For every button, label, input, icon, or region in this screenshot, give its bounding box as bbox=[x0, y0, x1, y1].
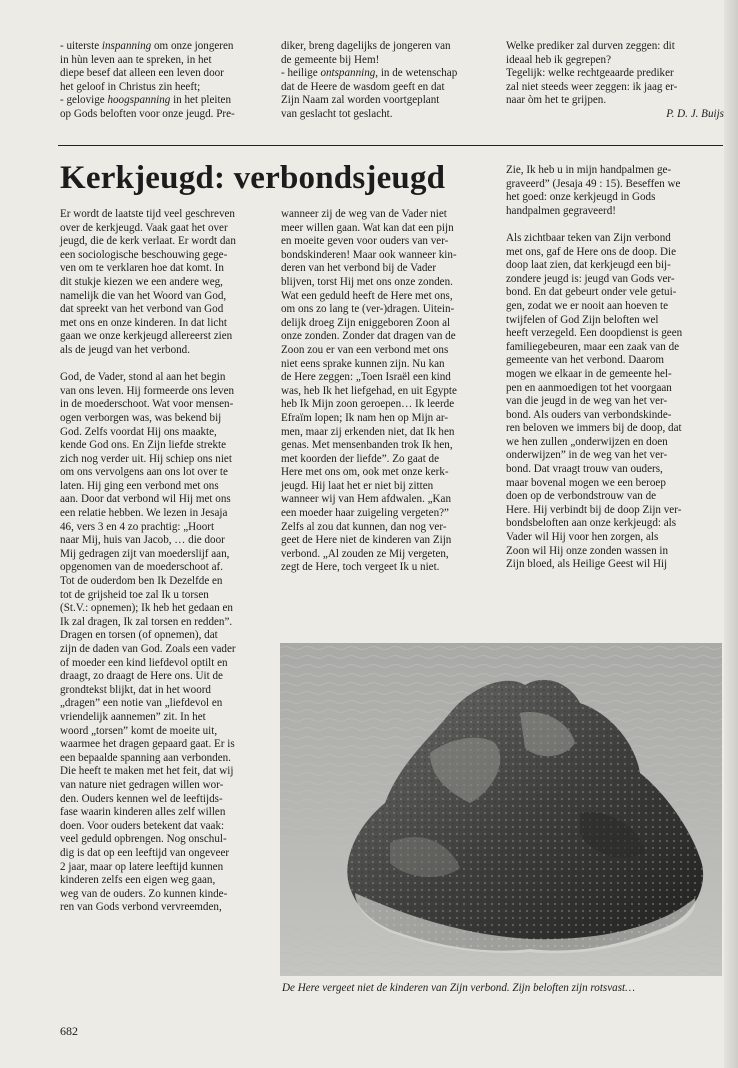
text-line: genas. Met mensenbanden trok Ik hen, bbox=[281, 439, 453, 452]
article-paragraph bbox=[506, 232, 724, 572]
text-line: dat de Heere de wasdom geeft en dat bbox=[281, 80, 445, 93]
text-line: Zijn Naam zal worden voortgeplant bbox=[281, 94, 440, 107]
text-line: dat spreekt van het verbond van God bbox=[60, 303, 224, 316]
text-line: den. Ouders kennen wel de leeftijds- bbox=[60, 792, 223, 805]
article-column-2 bbox=[281, 208, 495, 575]
text-line: Here. Hij verbindt bij de doop Zijn ver- bbox=[506, 503, 682, 516]
text-line: met ons, gaf de Here ons de doop. Die bbox=[506, 245, 677, 258]
text-line: een sociologische beschouwing gege- bbox=[60, 248, 228, 261]
text-line: (St.V.: opnemen); Ik heb het gedaan en bbox=[60, 602, 233, 615]
text-line: Wat een geduld heeft de Here met ons, bbox=[281, 289, 453, 302]
text-line: van geslacht tot geslacht. bbox=[281, 107, 393, 120]
text-line: om ons zo lang te (ver-)dragen. Uitein- bbox=[281, 303, 455, 316]
text-line: van die jeugd in de weg van het ver- bbox=[506, 395, 668, 408]
text-line: Here met ons om, ook met onze kerk- bbox=[281, 466, 449, 479]
author-signature: P. D. J. Buijs bbox=[666, 107, 724, 120]
text-line: jeugd. Hij laat het er niet bij zitten bbox=[281, 479, 434, 492]
text-line: Zoon wil Hij onze zonden wassen in bbox=[506, 544, 669, 557]
text-line: familiegebeuren, maar een zaak van de bbox=[506, 340, 680, 353]
text-line: zijn de daden van God. Zoals een vader bbox=[60, 643, 236, 655]
text-line: Mij gedragen zijt van moederslijf aan, bbox=[60, 547, 230, 560]
text-line: dig is dat op een leeftijd van ongeveer bbox=[60, 846, 230, 859]
rock-in-sea-photo bbox=[280, 643, 722, 976]
text-line: van ons leven. Hij formeerde ons leven bbox=[60, 384, 235, 397]
text-line: Tot de ouderdom ben Ik Dezelfde en bbox=[60, 575, 223, 588]
text-line: vriendelijk aannemen” zit. In het bbox=[60, 710, 206, 723]
text-line: pen en aanmoedigen tot het voorgaan bbox=[506, 381, 672, 394]
text-line: 46, vers 3 en 4 zo prachtig: „Hoort bbox=[60, 520, 215, 533]
text-line: zich nog verder uit. Hij schiep ons niet bbox=[60, 452, 232, 465]
text-line: bondskinderen! Maar ook wanneer kin- bbox=[281, 248, 457, 261]
text-line: diepe besef dat alleen een leven door bbox=[60, 67, 224, 80]
text-line: waarmee het dragen gepaard gaat. Er is bbox=[60, 738, 235, 751]
text-line: een bepaalde spanning aan verbonden. bbox=[60, 751, 231, 764]
text-line: graveerd” (Jesaja 49 : 15). Beseffen we bbox=[506, 177, 681, 190]
text-line: bond. Dat vraagt trouw van ouders, bbox=[506, 463, 663, 476]
article-paragraph bbox=[60, 208, 272, 358]
article-title: Kerkjeugd: verbondsjeugd bbox=[60, 160, 446, 196]
text-line: Welke prediker zal durven zeggen: dit bbox=[506, 40, 675, 52]
text-line: zondere jeugd is: jeugd van Gods ver- bbox=[506, 272, 675, 285]
text-line: ren beloven we immers bij de doop, dat bbox=[506, 422, 682, 435]
text-line: bond. Als ouders van verbondskinde- bbox=[506, 408, 672, 421]
page-spine-shadow bbox=[724, 0, 738, 1068]
top-column-1 bbox=[60, 40, 272, 122]
text-line: Er wordt de laatste tijd veel geschreven bbox=[60, 208, 235, 220]
text-line: Zoon zou er van een verbond met ons bbox=[281, 343, 449, 356]
text-line: we hen zullen „onderwijzen en doen bbox=[506, 435, 668, 448]
text-line: over de kerkjeugd. Vaak gaat het over bbox=[60, 221, 228, 234]
article-column-3 bbox=[506, 164, 724, 572]
top-column-3 bbox=[506, 40, 724, 122]
text-line: mogen we elkaar in de gemeente hel- bbox=[506, 367, 672, 380]
text-line: Die heeft te maken met het feit, dat wij bbox=[60, 765, 234, 778]
text-line: een relatie hebben. We lezen in Jesaja bbox=[60, 507, 228, 520]
text-line: kinderen zelfs een eigen weg gaan, bbox=[60, 874, 216, 887]
text-line: in hùn leven aan te spreken, in het bbox=[60, 53, 212, 66]
text-line: verbond. „Al zouden ze Mij vergeten, bbox=[281, 547, 449, 560]
text-line: bondsbeloften aan onze kerkjeugd: als bbox=[506, 517, 677, 530]
text-line: 2 jaar, maar op latere leeftijd kunnen bbox=[60, 860, 224, 873]
article-column-1 bbox=[60, 208, 272, 915]
text-line: doop laat zien, dat kerkjeugd een bij- bbox=[506, 259, 671, 272]
text-line: het geloof in Christus zin heeft; bbox=[60, 80, 201, 93]
text-line: gemeente van het verbond. Daarom bbox=[506, 354, 665, 367]
text-line: „dragen” een notie van „liefdevol en bbox=[60, 697, 223, 710]
text-line: dit stukje kiezen we een andere weg, bbox=[60, 275, 223, 288]
text-line: namelijk die van het Woord van God, bbox=[60, 289, 227, 302]
text-line: blijven, torst Hij met ons onze zonden. bbox=[281, 275, 453, 288]
text-line: de gemeente bij Hem! bbox=[281, 53, 380, 66]
text-line: Zie, Ik heb u in mijn handpalmen ge- bbox=[506, 164, 672, 176]
text-line: Efraïm lopen; Ik nam hen op Mijn ar- bbox=[281, 411, 449, 424]
text-line: ideaal heb ik gegrepen? bbox=[506, 53, 612, 66]
text-line: ven om te verklaren hoe dat komt. In bbox=[60, 262, 224, 275]
text-line: jeugd, die de kerk verlaat. Er wordt dan bbox=[60, 235, 236, 248]
text-line: doen op de verbondstrouw van de bbox=[506, 490, 657, 503]
text-line: opgenomen van de moederschoot af. bbox=[60, 561, 223, 574]
top-column-2 bbox=[281, 40, 493, 122]
text-line: men, maar zij erkenden niet, dat Ik hen bbox=[281, 425, 455, 438]
text-line: Zelfs al zou dat kunnen, dan nog ver- bbox=[281, 520, 447, 533]
text-line: de Here zeggen: „Toen Israël een kind bbox=[281, 371, 451, 384]
text-line: aan. Door dat verbond wil Hij met ons bbox=[60, 493, 231, 506]
text-line: diker, breng dagelijks de jongeren van bbox=[281, 40, 451, 52]
text-line: was, heb Ik het liefgehad, en uit Egypte bbox=[281, 384, 457, 397]
text-line: deren van het verbond bij de Vader bbox=[281, 262, 437, 275]
text-line: met koorden der liefde”. Zo gaat de bbox=[281, 452, 440, 465]
text-line: fase waarin kinderen alles zelf willen bbox=[60, 806, 226, 819]
text-line: niet eens sprake kunnen zijn. Nu kan bbox=[281, 357, 445, 370]
text-line: ren van Gods verbond vervreemden, bbox=[60, 901, 222, 914]
text-line: het goed: onze kerkjeugd in Gods bbox=[506, 191, 656, 204]
text-line: als de jeugd van het verbond. bbox=[60, 343, 191, 356]
text-line: grondtekst blijkt, dat in het woord bbox=[60, 683, 211, 696]
text-line: geet de Here niet de kinderen van Zijn bbox=[281, 534, 452, 547]
page-number: 682 bbox=[60, 1024, 78, 1038]
text-line: met ons en onze kinderen. In dat licht bbox=[60, 316, 227, 329]
text-line: Zijn bloed, als Heilige Geest wil Hij bbox=[506, 558, 668, 571]
text-line: doen. Voor ouders betekent dat vaak: bbox=[60, 819, 225, 832]
text-line: onze zonden. Zonder dat dragen van de bbox=[281, 330, 456, 343]
article-paragraph bbox=[60, 371, 272, 915]
text-line: of moeder een kind liefdevol optilt en bbox=[60, 656, 228, 669]
text-line: ogen verborgen was, was bekend bij bbox=[60, 411, 222, 424]
text-line: Dragen en torsen (of opnemen), dat bbox=[60, 629, 218, 642]
photo-caption: De Here vergeet niet de kinderen van Zijn verbond. Zijn beloften zijn rotsvast… bbox=[282, 982, 635, 994]
text-line: naar Mij, huis van Jacob, … die door bbox=[60, 534, 225, 547]
text-line: God. Zelfs voordat Hij ons maakte, bbox=[60, 425, 217, 438]
text-line: wanneer zij de weg van de Vader niet bbox=[281, 208, 447, 220]
text-line: woord „torsen” komt de moeite uit, bbox=[60, 724, 218, 737]
text-line: God, de Vader, stond al aan het begin bbox=[60, 371, 226, 384]
text-line: om ons vervolgens aan ons lot over te bbox=[60, 466, 228, 479]
text-line: Tegelijk: welke rechtgeaarde prediker bbox=[506, 67, 674, 80]
text-line: delijk droeg Zijn eniggeboren Zoon al bbox=[281, 316, 451, 329]
text-line: Als zichtbaar teken van Zijn verbond bbox=[506, 231, 671, 244]
text-line: - heilige ontspanning, in de wetenschap bbox=[281, 67, 458, 80]
text-line: meer willen gaan. Wat kan dat een pijn bbox=[281, 221, 454, 234]
text-line: een moeder haar zuigeling vergeten?” bbox=[281, 507, 449, 520]
text-line: draagt, zo draagt de Here ons. Uit de bbox=[60, 670, 223, 683]
text-line: Ik zal dragen, Ik zal torsen en redden”. bbox=[60, 615, 233, 628]
text-line: handpalmen gegraveerd! bbox=[506, 204, 616, 217]
text-line: naar òm het te grijpen. bbox=[506, 94, 607, 107]
text-line: laten. Hij ging een verbond met ons bbox=[60, 479, 219, 492]
text-line: zal niet steeds weer zeggen: ik jaag er- bbox=[506, 80, 678, 93]
text-line: heb Ik Mijn zoon geroepen… Ik leerde bbox=[281, 398, 455, 411]
text-line: maar bovenal mogen we een beroep bbox=[506, 476, 666, 489]
text-line: tot de grijsheid toe zal Ik u torsen bbox=[60, 588, 209, 601]
text-line: zegt de Here, toch vergeet Ik u niet. bbox=[281, 561, 440, 574]
text-line: op Gods beloften voor onze jeugd. Pre- bbox=[60, 107, 235, 120]
text-line: onderwijzen” in de weg van het ver- bbox=[506, 449, 668, 462]
text-line: heeft verzegeld. Een doopdienst is geen bbox=[506, 327, 683, 340]
text-line: - uiterste inspanning om onze jongeren bbox=[60, 40, 234, 52]
text-line: weg van de ouders. Zo kunnen kinde- bbox=[60, 887, 228, 900]
article-paragraph bbox=[506, 164, 724, 218]
text-line: gaan we onze kerkjeugd allereerst zien bbox=[60, 330, 233, 343]
text-line: wanneer wij van Hem afdwalen. „Kan bbox=[281, 493, 452, 506]
article-paragraph bbox=[281, 208, 495, 575]
text-line: - gelovige hoogspanning in het pleiten bbox=[60, 94, 232, 107]
text-line: bond. En dat gebeurt onder vele getui- bbox=[506, 286, 677, 299]
text-line: Vader wil Hij voor hen zorgen, als bbox=[506, 531, 659, 544]
text-line: in de moederschoot. Wat voor mensen- bbox=[60, 398, 234, 411]
text-line: gen, zodat we er nooit aan hoeven te bbox=[506, 299, 669, 312]
text-line: veel geduld opbrengen. Nog onschul- bbox=[60, 833, 227, 846]
text-line: en moeite geven voor ouders van ver- bbox=[281, 235, 449, 248]
section-divider bbox=[58, 145, 723, 146]
text-line: kende God ons. En Zijn liefde strekte bbox=[60, 439, 227, 452]
text-line: van nature niet gedragen willen wor- bbox=[60, 778, 224, 791]
text-line: twijfelen of God Zijn beloften wel bbox=[506, 313, 659, 326]
rock-photo-illustration bbox=[280, 643, 722, 976]
